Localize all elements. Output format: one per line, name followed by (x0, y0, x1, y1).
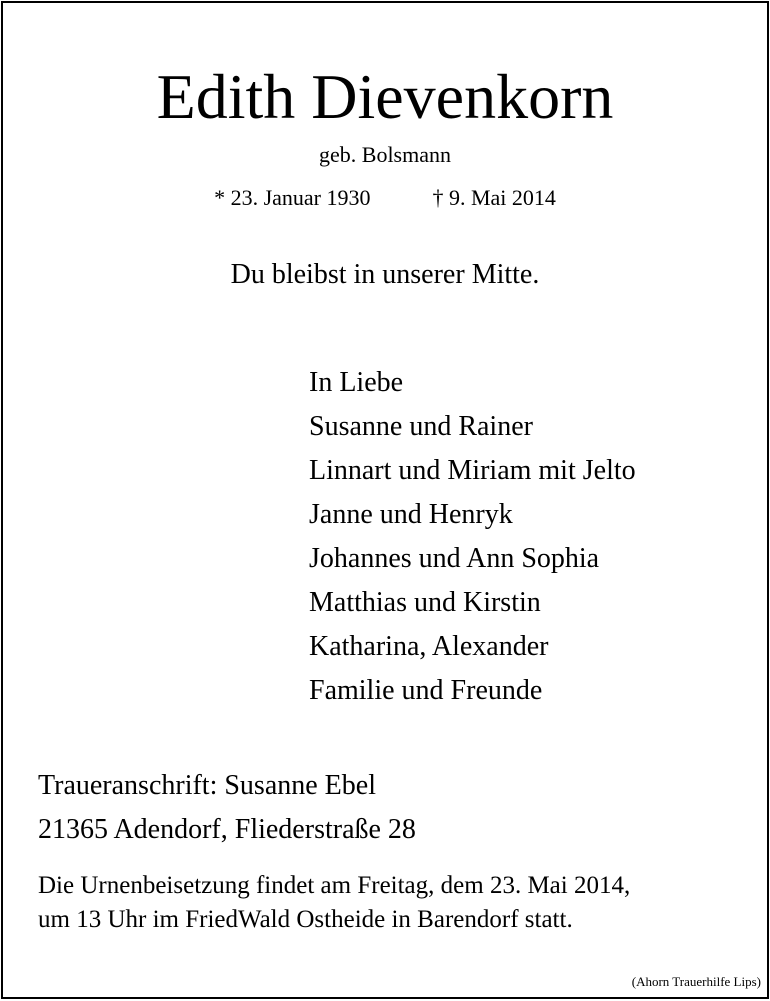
deceased-name: Edith Dievenkorn (156, 61, 614, 132)
address-line: Traueranschrift: Susanne Ebel (38, 770, 376, 801)
mourner-line: Katharina, Alexander (309, 631, 549, 662)
mourners-list (309, 361, 636, 713)
life-dates (3, 184, 767, 212)
mourner-line: Janne und Henryk (309, 499, 513, 530)
mourner-line: Matthias und Kirstin (309, 587, 541, 618)
ceremony-line: um 13 Uhr im FriedWald Ostheide in Barendorf statt. (38, 906, 573, 933)
maiden-name: geb. Bolsmann (319, 142, 451, 167)
mourner-line: Linnart und Miriam mit Jelto (309, 455, 636, 486)
motto: Du bleibst in unserer Mitte. (230, 259, 540, 290)
mourner-line: Johannes und Ann Sophia (309, 543, 600, 574)
mourner-line: In Liebe (309, 367, 404, 398)
obituary-notice (1, 1, 769, 999)
ceremony-line: Die Urnenbeisetzung findet am Freitag, dem 23. Mai 2014, (38, 872, 631, 899)
ceremony-info (38, 869, 630, 937)
mourner-line: Susanne und Rainer (309, 411, 533, 442)
death-date: † 9. Mai 2014 (432, 185, 556, 210)
mourning-address (38, 764, 416, 852)
address-line: 21365 Adendorf, Fliederstraße 28 (38, 814, 416, 845)
funeral-home-credit: (Ahorn Trauerhilfe Lips) (631, 974, 761, 989)
birth-date: * 23. Januar 1930 (214, 185, 371, 210)
mourner-line: Familie und Freunde (309, 675, 543, 706)
